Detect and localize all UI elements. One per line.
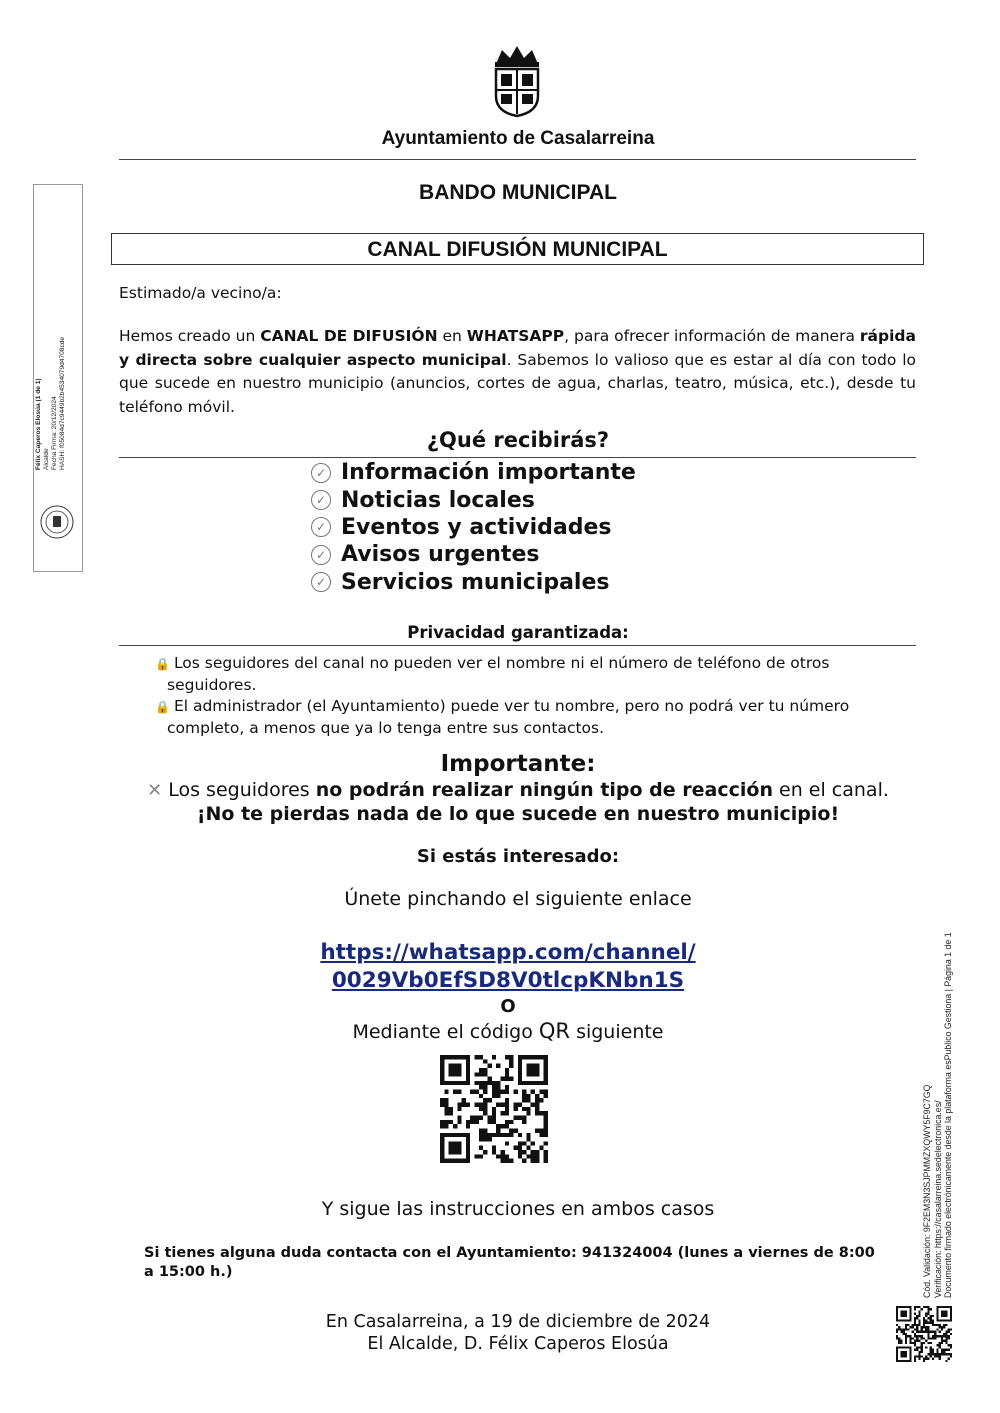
subject-box [111,233,924,265]
receive-divider [119,457,916,458]
important-text: Los seguidores [168,779,316,801]
list-item [311,514,636,541]
para-text: . Sabemos lo valioso que es estar al día con todo lo que sucede en nuestro municipio (anuncios, cortes de agua, charlas, teatro, música, etc.), desde tu teléfono móvil. [119,350,916,416]
stamp-line: Fecha Firma: 20/12/2024 [51,396,58,470]
stamp-line: Félix Caperos Elosúa (1 de 1) [35,378,42,470]
important-bold: no podrán realizar ningún tipo de reacción [315,779,773,801]
contact-info: Si tienes alguna duda contacta con el Ayuntamiento: 941324004 (lunes a viernes de 8:00 a 15:00 h.) [144,1245,875,1280]
para-bold-fast: rápida y directa sobre cualquier aspecto municipal [119,327,916,369]
check-circle-icon: ✓ [311,490,331,510]
header-divider [119,159,916,160]
verification-line: Cód. Validación: 9F2EM3N3SJPMMZXQWY5F9C7GQ [922,1084,932,1298]
or-separator: O [500,996,516,1017]
receive-item-label: Información importante [341,460,636,486]
stamp-line: HASH: f05084d7c9449b2b4534079d4708cde [59,336,66,470]
link-part[interactable]: https://whatsapp.com/channel/ [320,940,696,965]
institution-name: Ayuntamiento de Casalarreina [381,128,655,149]
receive-item-label: Servicios municipales [341,569,610,595]
document-type-title: BANDO MUNICIPAL [419,181,617,204]
important-text: en el canal. [772,779,889,801]
stamp-line: Alcalde [43,448,50,470]
signer-name: El Alcalde, D. Félix Caperos Elosúa [367,1334,669,1354]
signature-stamp-text [35,170,67,470]
receive-item-label: Avisos urgentes [341,542,540,568]
qr-intro-qr: QR [538,1019,571,1043]
qr-intro [0,1019,1000,1043]
verification-text [922,878,954,1298]
place-date: En Casalarreina, a 19 de diciembre de 2024 [325,1312,711,1332]
whatsapp-channel-link[interactable] [0,939,1000,995]
privacy-divider [119,645,916,646]
link-intro: Únete pinchando el siguiente enlace [344,888,692,910]
para-text: Hemos creado un [119,327,261,345]
important-title: Importante: [440,751,596,777]
privacy-list [155,653,875,739]
verification-line: Verificación: https://casalarreina.sedelectronica.es/ [932,1100,943,1298]
intro-paragraph [119,325,916,419]
list-item [155,696,875,739]
check-circle-icon: ✓ [311,545,331,565]
lock-icon: 🔒 [155,657,170,671]
link-part[interactable]: 0029Vb0EfSD8V0tlcpKNbn1S [331,968,685,993]
check-circle-icon: ✓ [311,463,331,483]
qr-intro-text: Mediante el código [352,1021,539,1043]
important-line [0,779,1000,801]
official-seal-icon [39,504,75,540]
privacy-item-text: Los seguidores del canal no pueden ver el nombre ni el número de teléfono de otros seguidores. [167,654,830,694]
whatsapp-qr-code[interactable] [440,1055,548,1163]
lock-icon: 🔒 [155,700,170,714]
privacy-item-text: El administrador (el Ayuntamiento) puede ver tu nombre, pero no podrá ver tu número completo, a menos que ya lo tenga entre sus contactos. [167,697,850,737]
list-item [311,459,636,486]
receive-item-label: Eventos y actividades [341,514,612,540]
list-item [311,486,636,513]
para-text: , para ofrecer información de manera [564,327,860,345]
receive-title: ¿Qué recibirás? [426,428,610,452]
verification-qr-code[interactable] [896,1306,952,1362]
list-item [311,541,636,568]
verification-line: Documento firmado electrónicamente desde la plataforma esPublico Gestiona | Página 1 de 1 [943,932,953,1298]
qr-intro-text: siguiente [570,1021,664,1043]
follow-instructions: Y sigue las instrucciones en ambos casos [321,1198,715,1220]
subject-title: CANAL DIFUSIÓN MUNICIPAL [367,238,668,261]
para-bold-whatsapp: WHATSAPP [466,327,565,345]
list-item [311,569,636,596]
check-circle-icon: ✓ [311,517,331,537]
privacy-title: Privacidad garantizada: [407,623,629,642]
check-circle-icon: ✓ [311,572,331,592]
receive-item-label: Noticias locales [341,487,535,513]
interested-heading: Si estás interesado: [416,846,620,867]
municipal-crest-logo [488,44,546,118]
greeting: Estimado/a vecino/a: [119,284,282,302]
important-tagline: ¡No te pierdas nada de lo que sucede en nuestro municipio! [196,803,840,825]
cross-icon: ✕ [147,780,163,801]
para-bold-canal: CANAL DE DIFUSIÓN [260,327,438,345]
list-item [155,653,875,696]
para-text: en [437,327,467,345]
receive-list [311,459,636,596]
signature-block [0,1311,1000,1355]
